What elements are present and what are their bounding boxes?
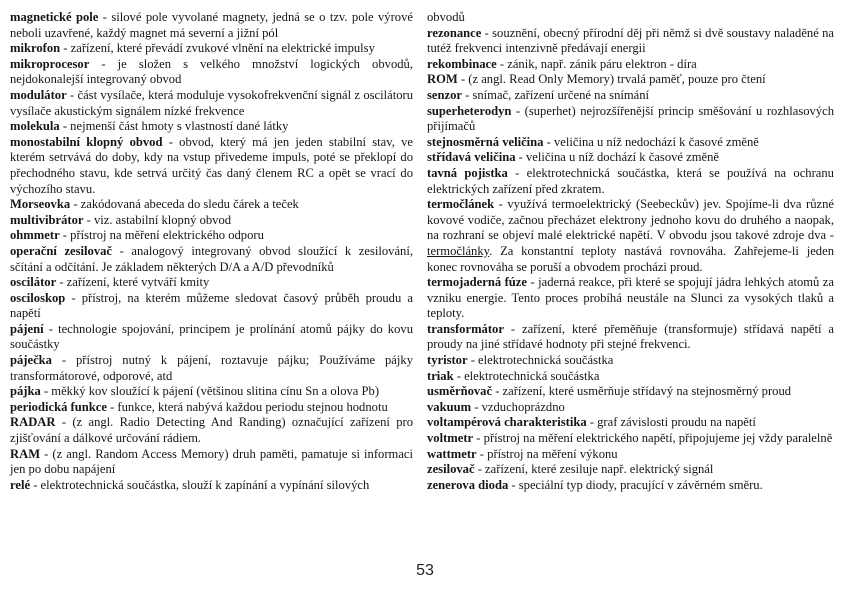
glossary-entry-usmernovac	[427, 384, 834, 400]
glossary-entry-rekombinace	[427, 57, 834, 73]
glossary-definition: - přístroj na měření elektrického odporu	[59, 228, 264, 243]
glossary-definition: - viz. astabilní klopný obvod	[83, 212, 232, 227]
glossary-term: periodická funkce	[10, 399, 107, 414]
glossary-definition: - souznění, obecný přírodní děj při němž si dvě soustavy naladěné na tutéž frekvenci intenzivně předávají energii	[427, 25, 834, 56]
glossary-entry-pajecka	[10, 353, 413, 384]
glossary-term: vakuum	[427, 399, 472, 414]
glossary-entry-tyristor	[427, 353, 834, 369]
glossary-definition: - zařízení, které vytváří kmity	[56, 275, 210, 290]
glossary-term: RAM	[10, 446, 41, 461]
glossary-definition-continued: . Za konstantní teploty nastává rovnováha. Zahřejeme-li jeden konec rovnováha se poruší a obvodem procházi proud.	[427, 243, 834, 274]
glossary-definition: - elektrotechnická součástka, slouží k zapínání a vypínání silových	[30, 477, 370, 492]
glossary-entry-voltmetr	[427, 431, 834, 447]
glossary-entry-termoclanek	[427, 197, 834, 275]
glossary-term: relé	[10, 477, 31, 492]
glossary-entry-mikrofon	[10, 41, 413, 57]
glossary-definition: - využívá termoelektrický (Seebeckův) jev. Spojíme-li dva různé kovové vodiče, začnou přecházet elektrony jednoho kovu do druhého a naopak, na rozhraní se objeví malé elektrické napětí. V obvodu jsou takové zdroje dva -	[427, 197, 834, 243]
glossary-term: usměrňovač	[427, 384, 493, 399]
glossary-entry-superheterodyn	[427, 104, 834, 135]
page-number: 53	[416, 562, 434, 579]
glossary-entry-tavna-pojistka	[427, 166, 834, 197]
glossary-term: páječka	[10, 353, 52, 368]
glossary-definition: - (z angl. Read Only Memory) trvalá paměť, pouze pro čtení	[457, 72, 766, 87]
glossary-definition: - snímač, zařízení určené na snímání	[461, 87, 650, 102]
glossary-definition: - elektrotechnická součástka, která se používá na ochranu elektrických zařízení před zkratem.	[427, 165, 834, 196]
glossary-definition: - přístroj nutný k pájení, roztavuje pájku; Používáme pájky transformátorové, odporové, atd	[10, 353, 413, 383]
glossary-term: střídavá veličina	[427, 150, 516, 165]
glossary-term: ROM	[427, 72, 458, 87]
glossary-definition: - (z angl. Random Access Memory) druh paměti, pamatuje si informaci jen po dobu napájení	[10, 446, 413, 477]
glossary-term: molekula	[10, 119, 60, 134]
glossary-entry-termojaderna-fuze	[427, 275, 834, 322]
glossary-entry-modulator	[10, 88, 413, 119]
glossary-entry-rele	[10, 478, 413, 494]
glossary-definition: - zakódovaná abeceda do sledu čárek a teček	[70, 197, 299, 212]
glossary-definition: - silové pole vyvolané magnety, jedná se o tzv. pole výrové neboli uzavřené, každý magnet má severní a jižní pól	[10, 10, 413, 40]
glossary-entry-vakuum	[427, 400, 834, 416]
glossary-term: magnetické pole	[10, 10, 99, 24]
underlined-link-text[interactable]: termočlánky	[427, 243, 490, 258]
glossary-entry-morseovka	[10, 197, 413, 213]
glossary-definition: - přístroj, na kterém můžeme sledovat časový průběh proudu a napětí	[10, 290, 413, 321]
glossary-term: multivibrátor	[10, 212, 84, 227]
glossary-entry-magneticke-pole	[10, 10, 413, 41]
glossary-term: termočlánek	[427, 197, 495, 212]
glossary-term: termojaderná fúze	[427, 275, 527, 290]
glossary-entry-stejnosmerna-velicina	[427, 135, 834, 151]
glossary-term: tavná pojistka	[427, 165, 508, 180]
glossary-entry-molekula	[10, 119, 413, 135]
glossary-term: mikroprocesor	[10, 56, 90, 71]
glossary-term: operační zesilovač	[10, 243, 113, 258]
glossary-term: mikrofon	[10, 41, 61, 56]
glossary-entry-stridava-velicina	[427, 150, 834, 166]
glossary-entry-voltamperova-charakteristika	[427, 415, 834, 431]
glossary-entry-triak	[427, 369, 834, 385]
glossary-definition: - obvod, který má jen jeden stabilní stav, ve kterém setrvává do doby, kdy na vstup přivedeme impuls, poté se překlopí do přechodného stavu, kde setrvá určitý čas daný členem RC a opět se vrací do výchozího stavu.	[10, 134, 413, 196]
glossary-term: rekombinace	[427, 56, 497, 71]
glossary-term: monostabilní klopný obvod	[10, 134, 163, 149]
glossary-term: pájení	[10, 321, 44, 336]
glossary-term: pájka	[10, 384, 41, 399]
glossary-entry-zenerova-dioda	[427, 478, 834, 494]
glossary-definition: - část vysílače, která moduluje vysokofrekvenční signál z oscilátoru vysílače akustickým signálem nízké frekvence	[10, 87, 413, 118]
glossary-entry-continuation	[427, 10, 834, 26]
glossary-entry-monostabilni-klopny-obvod	[10, 135, 413, 197]
glossary-definition: - zařízení, které přeměňuje (transformuje) střídavá napětí a proudy na jiné střídavé hodnoty při stejné frekvenci.	[427, 321, 834, 352]
glossary-entry-wattmetr	[427, 447, 834, 463]
glossary-definition: - přístroj na měření elektrického napětí, připojujeme jej vždy paralelně	[473, 431, 833, 446]
glossary-entry-pajeni	[10, 322, 413, 353]
glossary-definition: - vzduchoprázdno	[471, 399, 565, 414]
glossary-entry-rezonance	[427, 26, 834, 57]
glossary-term: senzor	[427, 87, 462, 102]
glossary-term: wattmetr	[427, 446, 477, 461]
glossary-entry-operacni-zesilovac	[10, 244, 413, 275]
glossary-definition: - technologie spojování, principem je prolínání atomů pájky do kovu součástky	[10, 321, 413, 352]
glossary-term: stejnosměrná veličina	[427, 134, 544, 149]
glossary-entry-osciloskop	[10, 291, 413, 322]
glossary-definition: - funkce, která nabývá každou periodu stejnou hodnotu	[106, 399, 388, 414]
glossary-entry-zesilovac	[427, 462, 834, 478]
glossary-definition: - měkký kov sloužící k pájení (většinou slitina cínu Sn a olova Pb)	[40, 384, 380, 399]
glossary-definition: - zánik, např. zánik páru elektron - díra	[496, 56, 697, 71]
glossary-entry-senzor	[427, 88, 834, 104]
glossary-definition: - veličina u níž dochází k časové změně	[515, 150, 720, 165]
glossary-definition: - graf závislosti proudu na napětí	[586, 415, 756, 430]
glossary-term: superheterodyn	[427, 103, 512, 118]
glossary-definition: - zařízení, které zesiluje např. elektrický signál	[474, 462, 714, 477]
glossary-term: zesilovač	[427, 462, 475, 477]
glossary-entry-pajka	[10, 384, 413, 400]
glossary-entry-oscilator	[10, 275, 413, 291]
glossary-entry-rom	[427, 72, 834, 88]
glossary-term: Morseovka	[10, 197, 71, 212]
glossary-definition: - jaderná reakce, při které se spojují jádra lehkých atomů za vzniku energie. Tento proces probíhá neustále na Slunci za vysokých tlaků a teploty.	[427, 275, 834, 321]
glossary-term: voltampérová charakteristika	[427, 415, 587, 430]
glossary-definition: - zařízení, které usměrňuje střídavý na stejnosměrný proud	[492, 384, 792, 399]
glossary-definition: - nejmenší část hmoty s vlastností dané látky	[59, 119, 289, 134]
glossary-entry-radar	[10, 415, 413, 446]
glossary-left-column	[10, 10, 413, 493]
glossary-term: modulátor	[10, 87, 67, 102]
glossary-term: zenerova dioda	[427, 477, 509, 492]
glossary-entry-periodicka-funkce	[10, 400, 413, 416]
glossary-entry-ram	[10, 447, 413, 478]
glossary-definition: - přístroj na měření výkonu	[476, 446, 618, 461]
glossary-term: rezonance	[427, 25, 482, 40]
glossary-entry-ohmmetr	[10, 228, 413, 244]
glossary-definition: - veličina u níž nedochází k časové změně	[543, 134, 759, 149]
glossary-term: tyristor	[427, 353, 468, 368]
glossary-term: RADAR	[10, 415, 56, 430]
glossary-definition: - (superhet) nejrozšířenější princip směšování u rozhlasových přijímačů	[427, 103, 834, 134]
glossary-definition: - speciální typ diody, pracující v závěrném směru.	[508, 477, 763, 492]
glossary-definition: - elektrotechnická součástka	[453, 368, 600, 383]
glossary-term: oscilátor	[10, 275, 57, 290]
glossary-term: transformátor	[427, 321, 504, 336]
glossary-definition: - je složen s velkého množství logických obvodů, nejdokonalejší integrovaný obvod	[10, 56, 413, 87]
glossary-term: osciloskop	[10, 290, 66, 305]
glossary-term: voltmetr	[427, 431, 474, 446]
glossary-entry-multivibrator	[10, 213, 413, 229]
glossary-term: triak	[427, 368, 454, 383]
glossary-entry-mikroprocesor	[10, 57, 413, 88]
glossary-definition: - (z angl. Radio Detecting And Randing) označující zařízení pro zjišťování a dálkové určování rádiem.	[10, 415, 413, 446]
glossary-definition: obvodů	[427, 10, 465, 24]
glossary-definition: - elektrotechnická součástka	[467, 353, 614, 368]
glossary-entry-transformator	[427, 322, 834, 353]
glossary-definition: - analogový integrovaný obvod sloužící k zesilování, sčítání a odčítání. Je základem některých D/A a A/D převodníků	[10, 243, 413, 274]
glossary-term: ohmmetr	[10, 228, 60, 243]
glossary-right-column	[427, 10, 834, 493]
glossary-definition: - zařízení, které převádí zvukové vlnění na elektrické impulsy	[60, 41, 375, 56]
